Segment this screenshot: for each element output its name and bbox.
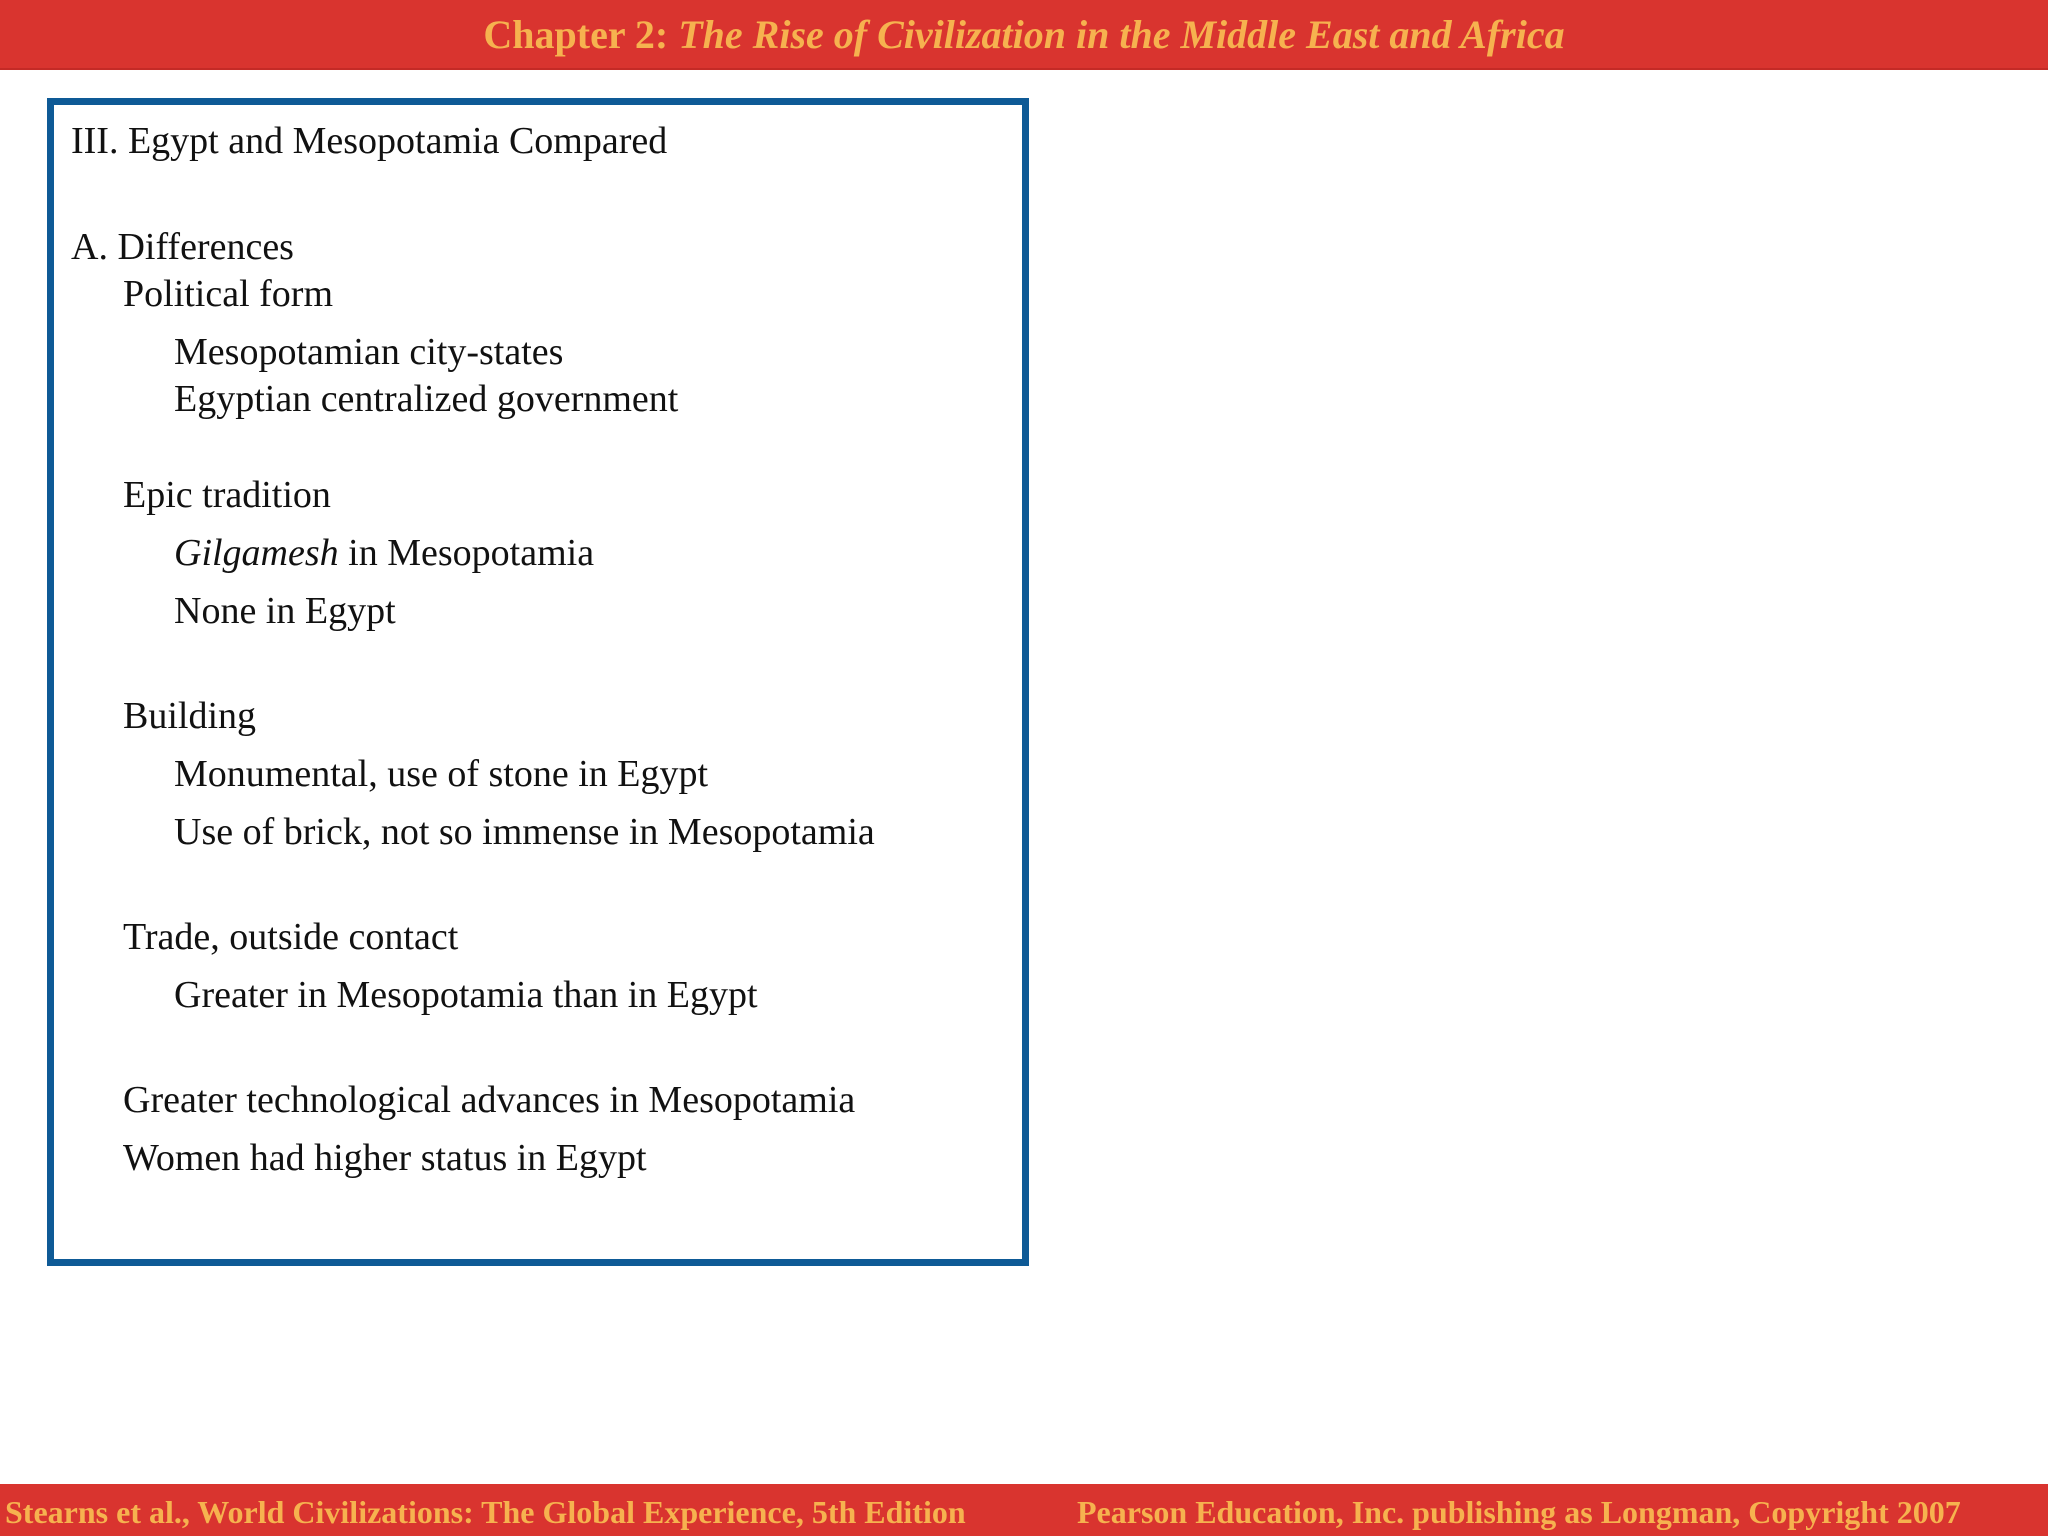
point-epic-2: None in Egypt [174,590,396,632]
point-building-2: Use of brick, not so immense in Mesopotamia [174,811,875,853]
point-political-1: Mesopotamian city-states [174,331,564,373]
section-title: III. Egypt and Mesopotamia Compared [71,120,668,162]
chapter-title: The Rise of Civilization in the Middle East and Africa [678,11,1565,57]
point-building-1: Monumental, use of stone in Egypt [174,753,709,795]
subsection-title: A. Differences [71,226,294,268]
topic-heading-trade: Trade, outside contact [123,916,459,958]
gilgamesh-rest: in Mesopotamia [338,532,595,574]
footer-citation: Stearns et al., World Civilizations: The Global Experience, 5th Edition [5,1494,966,1530]
closing-point-2: Women had higher status in Egypt [123,1137,647,1179]
point-trade-1: Greater in Mesopotamia than in Egypt [174,974,758,1016]
topic-heading-building: Building [123,695,257,737]
point-epic-1 [174,534,594,572]
chapter-header [0,0,2048,70]
gilgamesh-title: Gilgamesh [174,532,339,574]
footer-copyright: Pearson Education, Inc. publishing as Longman, Copyright 2007 [1077,1494,1961,1530]
footer-bar [0,1484,2048,1536]
topic-heading-epic: Epic tradition [123,474,331,516]
topic-heading-political: Political form [123,273,334,315]
closing-point-1: Greater technological advances in Mesopotamia [123,1079,856,1121]
point-political-2: Egyptian centralized government [174,378,679,420]
chapter-label: Chapter 2: [483,11,669,57]
